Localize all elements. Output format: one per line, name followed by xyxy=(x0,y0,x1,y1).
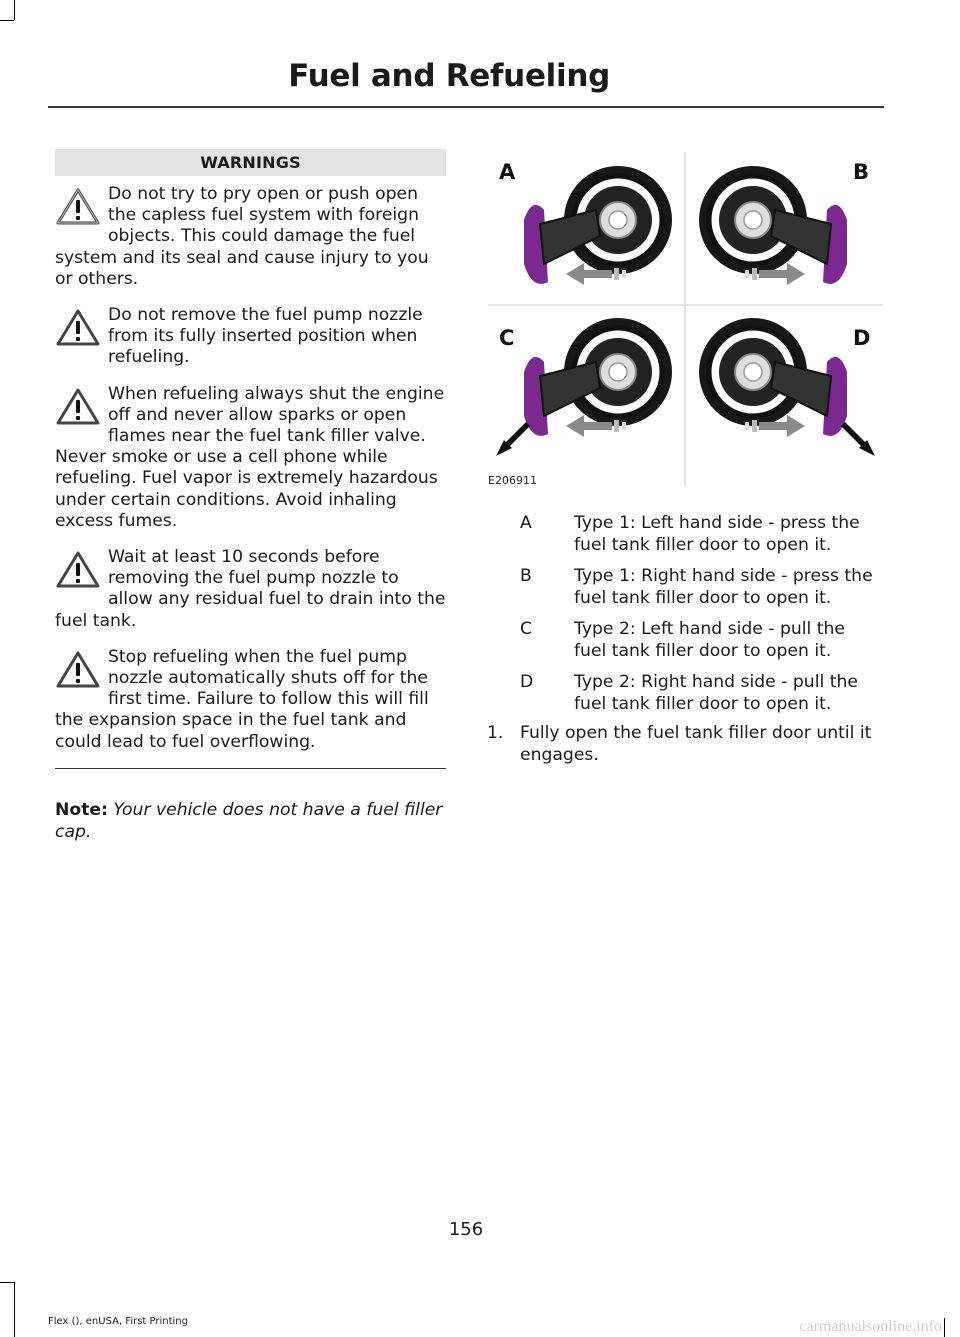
warning-item xyxy=(55,547,446,632)
legend-key: A xyxy=(520,513,532,533)
note-text: Your vehicle does not have a fuel filler cap. xyxy=(55,799,443,842)
note-label: Note: xyxy=(55,799,108,820)
crop-mark xyxy=(0,20,14,21)
warnings-divider xyxy=(55,768,446,769)
legend-key: C xyxy=(520,619,533,639)
watermark: carmanualsonline.info xyxy=(799,1318,942,1335)
figure-legend xyxy=(520,513,880,725)
legend-item xyxy=(520,513,880,556)
warnings-heading: WARNINGS xyxy=(55,149,446,176)
warning-text: Do not try to pry open or push open the capless fuel system with foreign objects. This could damage the fuel system and its seal and cause injury to you or others. xyxy=(55,184,429,289)
warning-item xyxy=(55,647,446,753)
warning-text: Do not remove the fuel pump nozzle from its fully inserted position when refueling. xyxy=(108,305,423,368)
step-text: Fully open the fuel tank filler door until it engages. xyxy=(520,723,872,765)
crop-mark xyxy=(14,0,15,20)
warning-item xyxy=(55,305,446,369)
legend-item xyxy=(520,566,880,609)
panel-c-illustration xyxy=(488,312,678,460)
warning-triangle-icon xyxy=(55,307,103,349)
left-column xyxy=(55,149,446,843)
figure-code: E206911 xyxy=(488,474,537,487)
warning-triangle-icon xyxy=(55,186,103,228)
fuel-door-figure xyxy=(488,152,883,490)
warning-item xyxy=(55,384,446,532)
page-title: Fuel and Refueling xyxy=(288,58,610,94)
crop-mark xyxy=(14,1282,15,1337)
warning-triangle-icon xyxy=(55,649,103,691)
step-number: 1. xyxy=(487,723,504,743)
warning-triangle-icon xyxy=(55,549,103,591)
crop-mark xyxy=(0,1282,14,1283)
panel-label: A xyxy=(499,160,516,184)
legend-item xyxy=(520,619,880,662)
legend-text: Type 2: Right hand side - pull the fuel tank filler door to open it. xyxy=(574,672,858,714)
note xyxy=(55,799,446,843)
panel-label: C xyxy=(499,326,515,350)
legend-text: Type 1: Left hand side - press the fuel tank filler door to open it. xyxy=(574,513,860,555)
legend-key: B xyxy=(520,566,532,586)
warning-item xyxy=(55,184,446,290)
panel-a-illustration xyxy=(488,152,678,300)
header-divider xyxy=(48,106,884,108)
legend-item xyxy=(520,672,880,715)
procedure-step xyxy=(487,723,882,766)
warning-text: When refueling always shut the engine off and never allow sparks or open flames near the fuel tank filler valve. Never smoke or use a cell phone while refueling. Fuel vapor is extremely hazardous under certain conditions. Avoid inhaling excess fumes. xyxy=(55,383,445,531)
figure-divider xyxy=(488,304,883,306)
legend-text: Type 1: Right hand side - press the fuel tank filler door to open it. xyxy=(574,566,873,608)
page-number: 156 xyxy=(448,1219,484,1240)
footer-text: Flex (), enUSA, First Printing xyxy=(48,1316,188,1327)
warning-text: Stop refueling when the fuel pump nozzle automatically shuts off for the first time. Failure to follow this will fill the expansion space in the fuel tank and could lead to fuel overflowing. xyxy=(55,646,429,752)
warning-triangle-icon xyxy=(55,386,103,428)
crop-mark xyxy=(944,1318,945,1337)
warning-text: Wait at least 10 seconds before removing the fuel pump nozzle to allow any residual fuel to drain into the fuel tank. xyxy=(55,547,446,631)
panel-label: D xyxy=(853,326,871,350)
figure-divider xyxy=(684,152,686,486)
legend-text: Type 2: Left hand side - pull the fuel tank filler door to open it. xyxy=(574,619,845,661)
legend-key: D xyxy=(520,672,534,692)
panel-label: B xyxy=(853,160,870,184)
